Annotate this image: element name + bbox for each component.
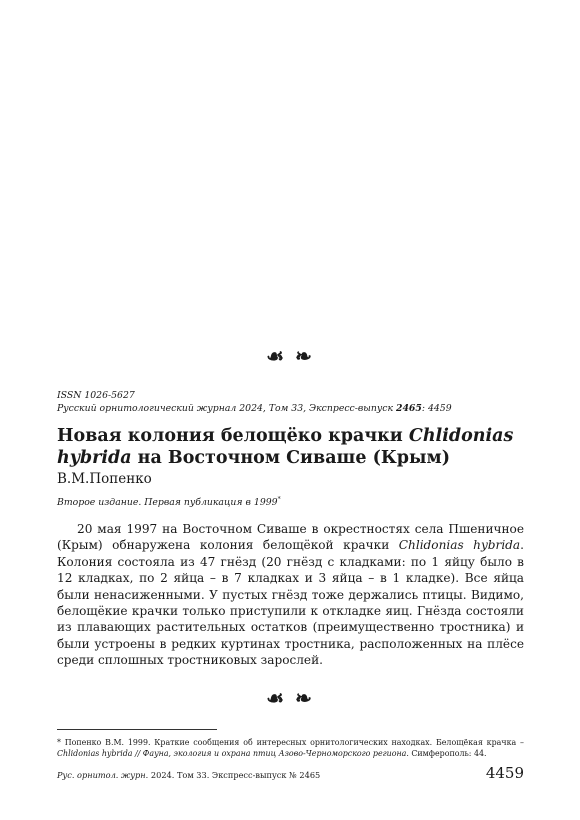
author-name: В.М.Попенко [57, 471, 152, 487]
journal-citation [57, 402, 452, 415]
footnote [57, 737, 524, 759]
footnote-mark: * [57, 738, 61, 747]
fleuron-left-icon: ☙ [266, 344, 287, 368]
body-latin-name: Chlidonias hybrida [398, 538, 521, 553]
edition-text: Второе издание. Первая публикация в 1999 [57, 497, 278, 509]
body-text-2: . Колония состояла из 47 гнёзд (20 гнёзд с кладками: по 1 яйцу было в 12 кладках, по 2 яйца – в 7 кладках и 3 яйца – в 1 кладке). Все яйца были ненасиженными. У пустых гнёзд тоже держались птицы. Видимо, белощёкие крачки только приступили к откладке яиц. Гнёзда состояли из плавающих растительных остатков (преимущественно тростника) и были устроены в редких куртинах тростника, расположенных на плёсе среди сплошных тростниковых зарослей. [57, 538, 524, 668]
page-number: 4459 [485, 764, 524, 782]
body-text-1: 20 мая 1997 на Восточном Сиваше в окрестностях села Пшеничное (Крым) обнаружена колония белощёкой крачки [57, 522, 524, 553]
fleuron-right-icon: ❧ [295, 686, 314, 710]
ornament-top [0, 344, 580, 368]
running-footer [57, 770, 320, 780]
article-body [57, 521, 524, 669]
journal-pages: : 4459 [421, 403, 452, 414]
fleuron-left-icon: ☙ [266, 686, 287, 710]
footnote-separator [57, 729, 217, 730]
footnote-marker: * [277, 496, 281, 503]
edition-note [57, 496, 281, 508]
title-latin-genus: Chlidonias [408, 426, 514, 446]
footnote-source: Chlidonias hybrida // Фауна, экология и охрана птиц Азово-Черноморского региона [57, 749, 407, 758]
article-title [57, 425, 527, 469]
journal-issue: 2465 [395, 403, 422, 414]
title-latin-species: hybrida [57, 448, 132, 468]
title-text-1: Новая колония белощёко крачки [57, 426, 409, 446]
footnote-text-1: Попенко В.М. 1999. Краткие сообщения об интересных орнитологических находках. Белощёкая крачка – [60, 738, 524, 747]
footer-issue: 2024. Том 33. Экспресс-выпуск № 2465 [148, 770, 321, 780]
ornament-bottom [0, 686, 580, 710]
fleuron-right-icon: ❧ [295, 344, 314, 368]
journal-prefix: Русский орнитологический журнал 2024, Том 33, Экспресс-выпуск [57, 403, 396, 414]
footer-journal-abbr: Рус. орнитол. журн. [57, 770, 149, 780]
title-text-2: на Восточном Сиваше (Крым) [131, 448, 451, 468]
footnote-text-2: . Симферополь: 44. [406, 749, 487, 758]
issn-line: ISSN 1026-5627 [57, 390, 135, 401]
